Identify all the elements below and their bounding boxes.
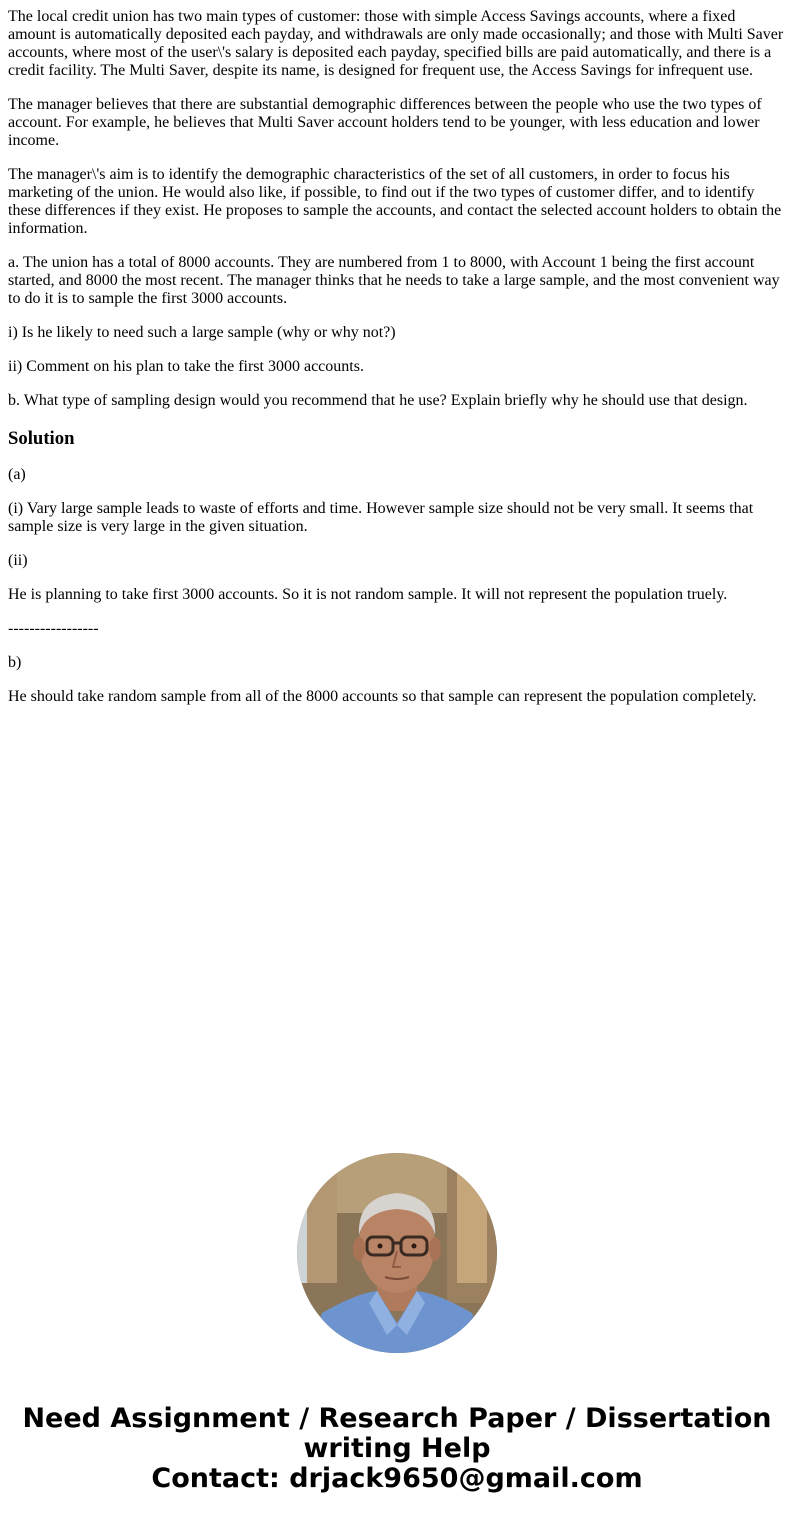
- question-part-a-i: i) Is he likely to need such a large sample (why or why not?): [8, 324, 396, 341]
- question-part-a: a. The union has a total of 8000 accounts. They are numbered from 1 to 8000, with Account 1 being the first account started, and 8000 the most recent. The manager thinks that he needs to take a large sample, and the most convenient way to do it is to sample the first 3000 accounts.: [8, 254, 780, 307]
- question-paragraph-3: The manager\'s aim is to identify the demographic characteristics of the set of all customers, in order to focus his marketing of the union. He would also like, if possible, to find out if the two types of customer differ, and to identify these differences if they exist. He proposes to sample the accounts, and contact the selected account holders to obtain the information.: [8, 166, 782, 237]
- solution-divider: -----------------: [8, 620, 99, 637]
- solution-a-ii: He is planning to take first 3000 accounts. So it is not random sample. It will not represent the population truely.: [8, 586, 728, 603]
- promo-line-2: writing Help: [303, 1433, 491, 1464]
- solution-b: He should take random sample from all of the 8000 accounts so that sample can represent the population completely.: [8, 688, 757, 705]
- document-body: [8, 0, 786, 722]
- question-paragraph-2: The manager believes that there are substantial demographic differences between the people who use the two types of account. For example, he believes that Multi Saver account holders tend to be younger, with less education and lower income.: [8, 96, 762, 149]
- question-part-a-ii: ii) Comment on his plan to take the first 3000 accounts.: [8, 358, 364, 375]
- author-avatar: [297, 1153, 497, 1353]
- solution-a-ii-label: (ii): [8, 552, 28, 569]
- solution-a-label: (a): [8, 466, 26, 483]
- question-part-b: b. What type of sampling design would you recommend that he use? Explain briefly why he should use that design.: [8, 392, 748, 409]
- author-portrait-icon: [297, 1153, 497, 1353]
- promo-footer: [0, 1404, 794, 1494]
- solution-heading: Solution: [8, 428, 75, 449]
- promo-contact: Contact: drjack9650@gmail.com: [151, 1463, 643, 1494]
- solution-b-label: b): [8, 654, 22, 671]
- solution-a-i: (i) Vary large sample leads to waste of efforts and time. However sample size should not be very small. It seems that sample size is very large in the given situation.: [8, 500, 754, 535]
- promo-line-1: Need Assignment / Research Paper / Dissertation: [22, 1403, 772, 1434]
- question-paragraph-1: The local credit union has two main types of customer: those with simple Access Savings accounts, where a fixed amount is automatically deposited each payday, and withdrawals are only made occasionally; and those with Multi Saver accounts, where most of the user\'s salary is deposited each payday, specified bills are paid automatically, and there is a credit facility. The Multi Saver, despite its name, is designed for frequent use, the Access Savings for infrequent use.: [8, 8, 784, 79]
